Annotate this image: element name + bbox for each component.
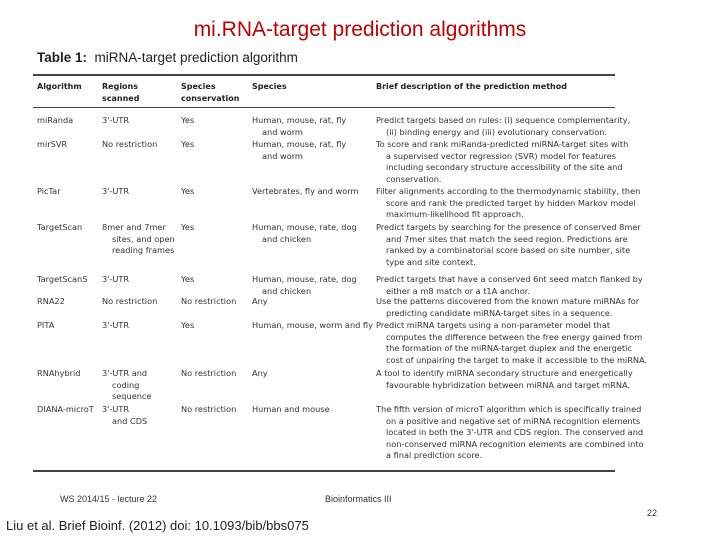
- table-top-rule: [33, 74, 615, 76]
- cell-species-line: Human, mouse, rat, fly: [252, 139, 347, 149]
- cell-description-line: and 7mer sites that match the seed region. Predictions are: [386, 233, 628, 244]
- cell-description-line: type and site context.: [386, 256, 476, 267]
- header-description: [376, 81, 616, 93]
- cell-species: [252, 186, 372, 198]
- cell-conservation-line: No restriction: [181, 404, 237, 414]
- cell-regions-line: 3'-UTR: [102, 404, 130, 414]
- cell-regions: [102, 320, 176, 332]
- cell-species-line: Any: [252, 368, 268, 378]
- cell-algorithm: [37, 115, 99, 127]
- cell-species-line: Human, mouse, rate, dog: [252, 222, 357, 232]
- cell-algorithm: [37, 139, 99, 151]
- table-label: Table 1:: [37, 50, 88, 65]
- footer-lecture: WS 2014/15 - lecture 22: [60, 494, 158, 504]
- cell-description: [376, 320, 648, 366]
- cell-conservation: [181, 296, 249, 308]
- cell-description-line: non-conserved miRNA recognition elements are combined into: [386, 438, 644, 449]
- cell-regions: [102, 274, 176, 286]
- cell-description: [376, 296, 640, 319]
- header-conservation-line: Species: [181, 82, 216, 91]
- cell-species: [252, 115, 372, 138]
- cell-conservation-line: Yes: [181, 320, 195, 330]
- cell-conservation: [181, 139, 249, 151]
- cell-description-line: ranked by a combinatorial score based on site number, site: [386, 245, 631, 256]
- cell-algorithm-line: PicTar: [37, 186, 61, 196]
- header-regions: [102, 81, 176, 104]
- cell-description-line: favourable hybridization between miRNA and target mRNA.: [386, 379, 631, 390]
- cell-species-line: Human and mouse: [252, 404, 330, 414]
- citation-reference: Liu et al. Brief Bioinf. (2012) doi: 10.1093/bib/bbs075: [6, 518, 309, 533]
- header-description-line: Brief description of the prediction method: [376, 82, 567, 91]
- cell-conservation-line: Yes: [181, 186, 195, 196]
- cell-description: [376, 368, 633, 391]
- cell-conservation: [181, 115, 249, 127]
- cell-algorithm: [37, 222, 99, 234]
- cell-description-line: Predict miRNA targets using a non-parameter model that: [376, 320, 611, 330]
- slide-title: mi.RNA-target prediction algorithms: [193, 18, 527, 41]
- cell-conservation: [181, 320, 249, 332]
- cell-algorithm-line: DIANA-microT: [37, 404, 94, 414]
- cell-conservation-line: No restriction: [181, 296, 237, 306]
- header-species-line: Species: [252, 82, 287, 91]
- header-conservation-line: conservation: [181, 93, 240, 103]
- cell-algorithm: [37, 274, 99, 286]
- cell-conservation: [181, 404, 249, 416]
- cell-conservation: [181, 186, 249, 198]
- cell-species: [252, 222, 372, 245]
- cell-description-line: The fifth version of microT algorithm which is specifically trained: [376, 404, 642, 414]
- cell-regions-line: 3'-UTR: [102, 320, 130, 330]
- cell-species: [252, 139, 372, 162]
- cell-species-line: Vertebrates, fly and worm: [252, 186, 359, 196]
- cell-conservation-line: Yes: [181, 274, 195, 284]
- cell-description: [376, 115, 631, 138]
- cell-description-line: either a m8 match or a t1A anchor.: [386, 285, 530, 296]
- header-regions-line: Regions: [102, 82, 139, 91]
- cell-algorithm-line: miRanda: [37, 115, 74, 125]
- cell-regions-line: 8mer and 7mer: [102, 222, 166, 232]
- cell-algorithm: [37, 404, 99, 416]
- cell-regions: [102, 186, 176, 198]
- cell-regions-line: reading frames: [112, 245, 175, 256]
- cell-algorithm-line: RNAhybrid: [37, 368, 81, 378]
- table-caption-text: miRNA-target prediction algorithm: [94, 50, 298, 65]
- cell-description: [376, 404, 644, 462]
- cell-conservation-line: Yes: [181, 222, 195, 232]
- cell-conservation-line: Yes: [181, 139, 195, 149]
- cell-algorithm-line: RNA22: [37, 296, 65, 306]
- cell-description-line: A tool to identify miRNA secondary structure and energetically: [376, 368, 633, 378]
- cell-description: [376, 222, 641, 268]
- cell-description-line: on a positive and negative set of miRNA recognition elements: [386, 415, 641, 426]
- cell-algorithm: [37, 368, 99, 380]
- cell-regions: [102, 115, 176, 127]
- cell-description-line: computes the difference between the free energy gained from: [386, 331, 643, 342]
- page-number: 22: [647, 508, 658, 518]
- cell-species: [252, 404, 372, 416]
- header-regions-line: scanned: [102, 93, 140, 103]
- cell-species: [252, 320, 372, 332]
- cell-description-line: score and rank the predicted target by hidden Markov model: [386, 197, 636, 208]
- table-bottom-rule: [33, 470, 615, 472]
- cell-description-line: conservation.: [386, 173, 442, 184]
- table-header-rule: [33, 107, 615, 108]
- cell-description-line: Use the patterns discovered from the known mature miRNAs for: [376, 296, 640, 306]
- cell-regions-line: 3'-UTR: [102, 115, 130, 125]
- cell-species: [252, 368, 372, 380]
- cell-description: [376, 186, 641, 221]
- cell-regions-line: No restriction: [102, 139, 158, 149]
- cell-description: [376, 139, 629, 185]
- cell-regions-line: sequence: [112, 391, 152, 402]
- cell-description-line: (ii) binding energy and (iii) evolutionary conservation.: [386, 126, 608, 137]
- cell-conservation: [181, 222, 249, 234]
- cell-description-line: Filter alignments according to the thermodynamic stability, then: [376, 186, 641, 196]
- cell-algorithm: [37, 296, 99, 308]
- table-caption: [37, 50, 298, 65]
- cell-conservation-line: No restriction: [181, 368, 237, 378]
- cell-description-line: Predict targets based on rules: (i) sequence complementarity,: [376, 115, 631, 125]
- header-species: [252, 81, 372, 93]
- cell-species-line: and chicken: [262, 233, 312, 244]
- cell-description-line: the formation of the miRNA-target duplex and the energetic: [386, 343, 632, 354]
- cell-algorithm-line: TargetScanS: [37, 274, 88, 284]
- cell-description-line: predicting candidate miRNA-target sites in a sequence.: [386, 307, 613, 318]
- cell-algorithm-line: PITA: [37, 320, 55, 330]
- cell-species: [252, 296, 372, 308]
- cell-species-line: and worm: [262, 126, 303, 137]
- cell-species-line: Any: [252, 296, 268, 306]
- cell-regions: [102, 296, 176, 308]
- cell-regions-line: and CDS: [112, 415, 148, 426]
- cell-description-line: Predict targets that have a conserved 6nt seed match flanked by: [376, 274, 643, 284]
- cell-algorithm-line: TargetScan: [37, 222, 83, 232]
- cell-description: [376, 274, 643, 297]
- cell-regions-line: coding: [112, 379, 140, 390]
- cell-regions-line: 3'-UTR and: [102, 368, 148, 378]
- header-conservation: [181, 81, 249, 104]
- cell-regions-line: sites, and open: [112, 233, 175, 244]
- header-algorithm: [37, 81, 99, 93]
- cell-description-line: Predict targets by searching for the presence of conserved 8mer: [376, 222, 641, 232]
- cell-regions-line: 3'-UTR: [102, 274, 130, 284]
- cell-species-line: Human, mouse, rat, fly: [252, 115, 347, 125]
- cell-regions-line: 3'-UTR: [102, 186, 130, 196]
- cell-conservation-line: Yes: [181, 115, 195, 125]
- cell-conservation: [181, 274, 249, 286]
- cell-regions: [102, 368, 176, 403]
- cell-description-line: a final prediction score.: [386, 450, 483, 461]
- cell-algorithm-line: mirSVR: [37, 139, 68, 149]
- cell-species-line: and chicken: [262, 285, 312, 296]
- cell-conservation: [181, 368, 249, 380]
- cell-description-line: located in both the 3'-UTR and CDS region. The conserved and: [386, 427, 644, 438]
- cell-species-line: and worm: [262, 150, 303, 161]
- cell-regions: [102, 404, 176, 427]
- header-algorithm-line: Algorithm: [37, 82, 82, 91]
- footer-course: Bioinformatics III: [325, 494, 392, 504]
- cell-regions: [102, 222, 176, 257]
- cell-description-line: including secondary structure accessibility of the site and: [386, 162, 623, 173]
- cell-species-line: Human, mouse, worm and fly: [252, 320, 373, 330]
- cell-regions: [102, 139, 176, 151]
- cell-description-line: maximum-likelihood fit approach.: [386, 209, 524, 220]
- cell-regions-line: No restriction: [102, 296, 158, 306]
- cell-species-line: Human, mouse, rate, dog: [252, 274, 357, 284]
- cell-algorithm: [37, 320, 99, 332]
- cell-description-line: To score and rank miRanda-predicted miRNA-target sites with: [376, 139, 629, 149]
- cell-description-line: a supervised vector regression (SVR) model for features: [386, 150, 616, 161]
- cell-algorithm: [37, 186, 99, 198]
- cell-species: [252, 274, 372, 297]
- cell-description-line: cost of unpairing the target to make it accessible to the miRNA.: [386, 354, 648, 365]
